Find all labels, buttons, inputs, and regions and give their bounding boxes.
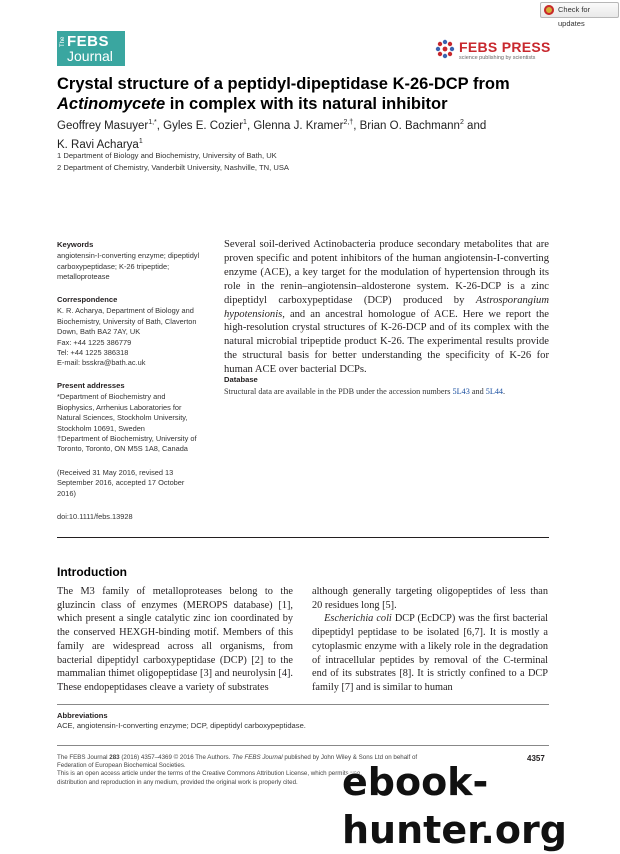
introduction-column-2: [312, 585, 548, 695]
database-text: [224, 387, 505, 396]
correspondence-heading: Correspondence: [57, 295, 118, 304]
logo-febs-text: FEBS: [67, 33, 110, 50]
author-name: Geoffrey Masuyer: [57, 119, 149, 132]
author-and: and: [467, 119, 487, 132]
footer-line-3: This is an open access article under the terms of the Creative Commons Attribution License, which permits use,: [57, 770, 363, 778]
intro-col2-organism: Escherichia coli: [324, 613, 392, 625]
author-affiliation-mark: 1,*: [148, 119, 157, 126]
author-name: Brian O. Bachmann: [359, 119, 460, 132]
keywords-section: [57, 240, 207, 283]
footer-pages: (2016) 4357–4369 © 2016 The Authors.: [119, 754, 233, 761]
title-line-2-rest: in complex with its natural inhibitor: [165, 95, 448, 113]
abbreviations-heading: Abbreviations: [57, 711, 108, 720]
press-name: FEBS PRESS: [459, 39, 551, 55]
pdb-link-5l43[interactable]: 5L43: [452, 387, 470, 396]
author-affiliation-mark: 1: [243, 119, 247, 126]
introduction-heading: Introduction: [57, 565, 127, 579]
present-addresses-section: [57, 381, 207, 455]
watermark-text: ebook-hunter.org: [342, 760, 567, 852]
author-name: Glenna J. Kramer: [253, 119, 344, 132]
author-affiliation-mark: 1: [138, 137, 143, 145]
introduction-column-1: The M3 family of metalloproteases belong to the gluzincin class of enzymes (MEROPS database) [1], which present a single catalytic zinc ion coordinated by the conserved HEXGH-binding motif. Members of this family are widespread across all organisms, from bacterial dipeptidyl carboxypeptidase (DCP) [2] to the mammalian thimet oligopeptidase [3] and neurolysin [4]. These endopeptidases cleave a variety of substrates: [57, 586, 293, 693]
received-line: 2016): [57, 488, 76, 498]
keywords-line: metalloprotease: [57, 272, 110, 282]
correspondence-section: [57, 295, 207, 369]
author-affiliation-mark: 2,†: [343, 119, 354, 126]
footer-journal: The FEBS Journal: [57, 754, 110, 761]
address-line: Toronto, Toronto, ON M5S 1A8, Canada: [57, 444, 188, 454]
footer-divider: [57, 745, 549, 746]
article-title: [57, 74, 562, 114]
footer-line-2: Federation of European Biochemical Societies.: [57, 762, 186, 770]
intro-col2-part-2: DCP (EcDCP) was the first bacterial dipeptidyl peptidase to be isolated [6,7]. It is mostly a cytoplasmic enzyme with a likely role in the degradation of intracellular peptides by removal of the C-terminal end of its substrates [8]. It is strictly confined to a DCP family [7] and is similar to human: [312, 613, 549, 693]
abbreviations-divider: [57, 704, 549, 705]
correspondence-email[interactable]: E-mail: bsskra@bath.ac.uk: [57, 358, 146, 368]
update-badge-icon: [544, 5, 554, 15]
database-end: .: [503, 387, 506, 396]
author-list: Geoffrey Masuyer$^{1,*}$, Gyles E. Cozier$^1$, Glenna J. Kramer$^{2,\dagger}$, Brian O. Bachmann$^2$ and K. Ravi Acharya$^1$: [57, 119, 487, 151]
abstract-part-2: , and an ancestral homologue of ACE. Here we report the high-resolution crystal structures of K-26-DCP and of its complex with the natural microbial tripeptide product K-26. The experimental results provide the structural basis for better understanding the specificity of K-26 for human ACE over bacterial DCPs.: [224, 308, 549, 376]
pdb-link-5l44[interactable]: 5L44: [485, 387, 504, 396]
address-line: Biophysics, Arrhenius Laboratories for: [57, 402, 182, 412]
keywords-line: carboxypeptidase; K-26 tripeptide;: [57, 261, 170, 271]
address-line: Stockholm 10691, Sweden: [57, 423, 145, 433]
correspondence-tel: Tel: +44 1225 386318: [57, 348, 129, 358]
abstract-text: [224, 238, 549, 377]
address-line: Natural Sciences, Stockholm University,: [57, 413, 188, 423]
database-text-pre: Structural data are available in the PDB under the accession numbers: [224, 387, 453, 396]
abstract-organism: Astrosporangium hypotensionis: [224, 294, 549, 320]
database-heading: Database: [224, 375, 258, 384]
logo-the-text: The: [60, 36, 66, 47]
address-line: *Department of Biochemistry and: [57, 392, 166, 402]
received-line: (Received 31 May 2016, revised 13: [57, 468, 174, 477]
correspondence-line: K. R. Acharya, Department of Biology and: [57, 306, 194, 316]
affiliation-2: 2 Department of Chemistry, Vanderbilt University, Nashville, TN, USA: [57, 163, 289, 172]
correspondence-line: Down, Bath BA2 7AY, UK: [57, 327, 141, 337]
febs-journal-logo: [57, 31, 125, 66]
press-tagline: science publishing by scientists: [459, 55, 536, 61]
section-divider: [57, 537, 549, 538]
page-number: 4357: [527, 754, 545, 763]
correspondence-line: Biochemistry, University of Bath, Claverton: [57, 316, 197, 326]
database-and: and: [469, 387, 486, 396]
footer-volume: 283: [109, 754, 120, 761]
received-line: September 2016, accepted 17 October: [57, 478, 185, 488]
correspondence-fax: Fax: +44 1225 386779: [57, 337, 132, 347]
footer-line-4: distribution and reproduction in any medium, provided the original work is properly cited.: [57, 778, 298, 786]
keywords-line: angiotensin-I-converting enzyme; dipeptidyl: [57, 251, 200, 261]
author-name: K. Ravi Acharya: [57, 138, 139, 151]
affiliation-1: 1 Department of Biology and Biochemistry, University of Bath, UK: [57, 151, 277, 160]
author-affiliation-mark: 2: [459, 119, 464, 126]
received-dates: [57, 468, 207, 499]
title-line-2: [57, 94, 562, 114]
febs-press-logo: [434, 38, 554, 64]
keywords-heading: Keywords: [57, 240, 94, 249]
doi-link[interactable]: doi:10.1111/febs.13928: [57, 512, 133, 521]
address-line: †Department of Biochemistry, University of: [57, 434, 197, 444]
abbreviations-text: ACE, angiotensin-I-converting enzyme; DCP, dipeptidyl carboxypeptidase.: [57, 721, 306, 730]
footer-journal-italic: The FEBS Journal: [232, 754, 283, 761]
logo-journal-text: Journal: [67, 48, 113, 64]
febs-press-dots-icon: [434, 38, 456, 60]
check-for-updates-button[interactable]: [540, 2, 619, 28]
author-name: Gyles E. Cozier: [163, 119, 244, 132]
present-addresses-heading: Present addresses: [57, 381, 125, 390]
intro-col2-part-1: although generally targeting oligopeptides of less than 20 residues long [5].: [312, 586, 548, 611]
check-for-updates-label: Check for updates: [558, 5, 591, 28]
footer-publisher: published by John Wiley & Sons Ltd on behalf of: [282, 754, 418, 761]
abstract-part-1: Several soil-derived Actinobacteria produce secondary metabolites that are proven specific and potent inhibitors of the human angiotensin-I-converting enzyme (ACE), a key target for the modulation of hypertension through its role in the renin–angiotensin–aldosterone system. K-26-DCP is a zinc dipeptidyl carboxypeptidase (DCP) produced by: [224, 239, 549, 306]
title-line-1: Crystal structure of a peptidyl-dipeptidase K-26-DCP from: [57, 75, 510, 93]
title-organism: Actinomycete: [57, 95, 166, 113]
